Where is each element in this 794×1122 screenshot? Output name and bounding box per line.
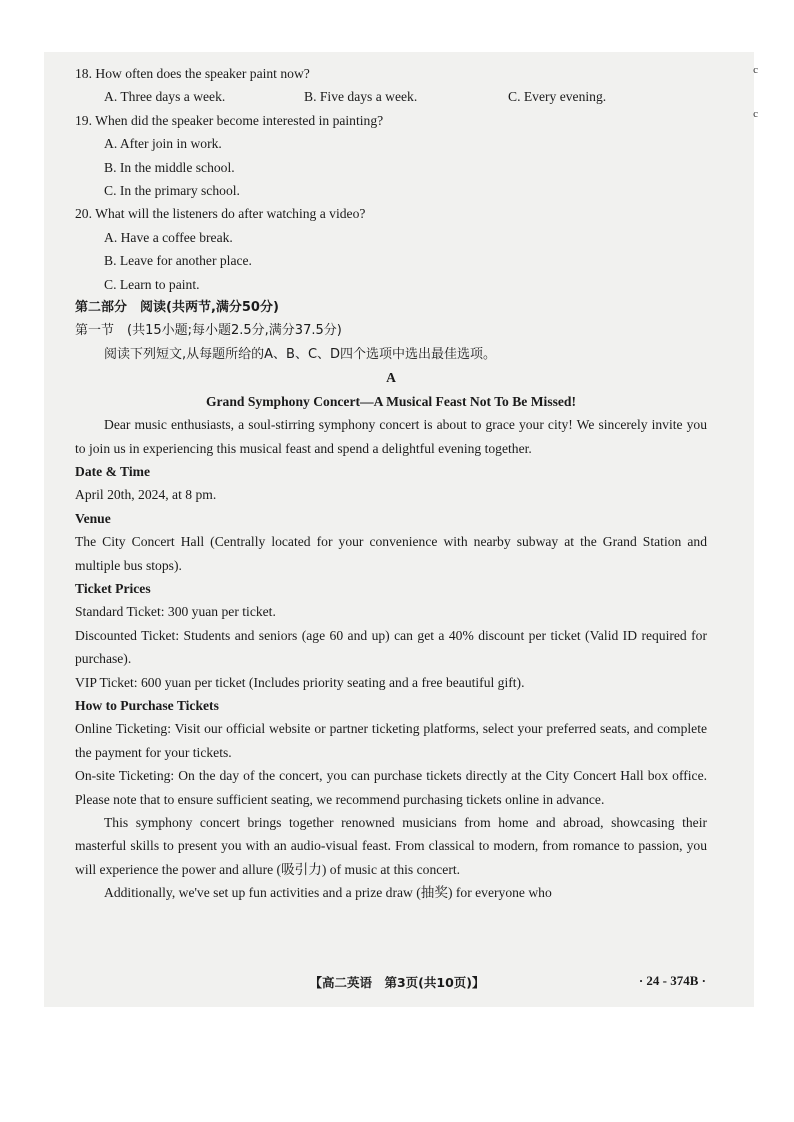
edge-mark: c	[753, 64, 758, 76]
price-standard: Standard Ticket: 300 yuan per ticket.	[75, 604, 276, 620]
passage-body-paragraph: This symphony concert brings together renowned musicians from home and abroad, showcasing their masterful skills to present you with an audio-visual feast. From classical to modern, from romance to passion, you will experience the power and allure (吸引力) of music at this concert.	[75, 815, 707, 877]
passage-body-paragraph: Additionally, we've set up fun activities and a prize draw (抽奖) for everyone who	[104, 885, 552, 901]
question-stem: 18. How often does the speaker paint now?	[75, 66, 310, 81]
option-a: A. Have a coffee break.	[104, 229, 233, 245]
part-heading: 第二部分 阅读(共两节,满分50分)	[75, 300, 279, 316]
edge-mark: c	[753, 108, 758, 120]
option-c: C. Learn to paint.	[104, 276, 200, 292]
exam-content	[75, 62, 707, 905]
passage-title: Grand Symphony Concert—A Musical Feast Not To Be Missed!	[205, 393, 577, 409]
footer-page-info: 【高二英语 第3页(共10页)】	[309, 975, 485, 990]
option-c: C. In the primary school.	[104, 183, 240, 199]
purchase-online: Online Ticketing: Visit our official website or partner ticketing platforms, select your preferred seats, and complete the payment for your tickets.	[75, 721, 707, 760]
venue-text: The City Concert Hall (Centrally located for your convenience with nearby subway at the Grand Station and multiple bus stops).	[75, 534, 707, 573]
prices-heading: Ticket Prices	[75, 580, 151, 596]
reading-instruction: 阅读下列短文,从每题所给的A、B、C、D四个选项中选出最佳选项。	[104, 346, 497, 362]
question-stem: 20. What will the listeners do after watching a video?	[75, 206, 366, 222]
passage-label: A	[386, 370, 396, 386]
date-heading: Date & Time	[75, 463, 151, 479]
date-text: April 20th, 2024, at 8 pm.	[75, 487, 217, 503]
option-b: B. Leave for another place.	[104, 253, 252, 269]
option-a: A. After join in work.	[104, 136, 222, 152]
question-stem: 19. When did the speaker become interested in painting?	[75, 112, 384, 128]
price-discount: Discounted Ticket: Students and seniors (age 60 and up) can get a 40% discount per ticket (Valid ID required for purchase).	[75, 627, 707, 667]
option-b: B. Five days a week.	[304, 89, 418, 105]
venue-heading: Venue	[75, 510, 111, 526]
option-b: B. In the middle school.	[104, 159, 235, 175]
question-options-row	[75, 85, 707, 108]
passage-intro: Dear music enthusiasts, a soul-stirring symphony concert is about to grace your city! We sincerely invite you to join us in experiencing this musical feast and spend a delightful evening together.	[75, 417, 707, 456]
price-vip: VIP Ticket: 600 yuan per ticket (Includes priority seating and a free beautiful gift).	[75, 674, 525, 690]
footer-exam-code: · 24 - 374B ·	[638, 973, 706, 988]
option-c: C. Every evening.	[508, 89, 607, 105]
purchase-onsite: On-site Ticketing: On the day of the concert, you can purchase tickets directly at the City Concert Hall box office. Please note that to ensure sufficient seating, we recommend purchasing tickets online in advance.	[75, 768, 707, 807]
option-a: A. Three days a week.	[104, 89, 226, 105]
section-heading: 第一节 (共15小题;每小题2.5分,满分37.5分)	[75, 323, 342, 339]
purchase-heading: How to Purchase Tickets	[75, 697, 219, 713]
